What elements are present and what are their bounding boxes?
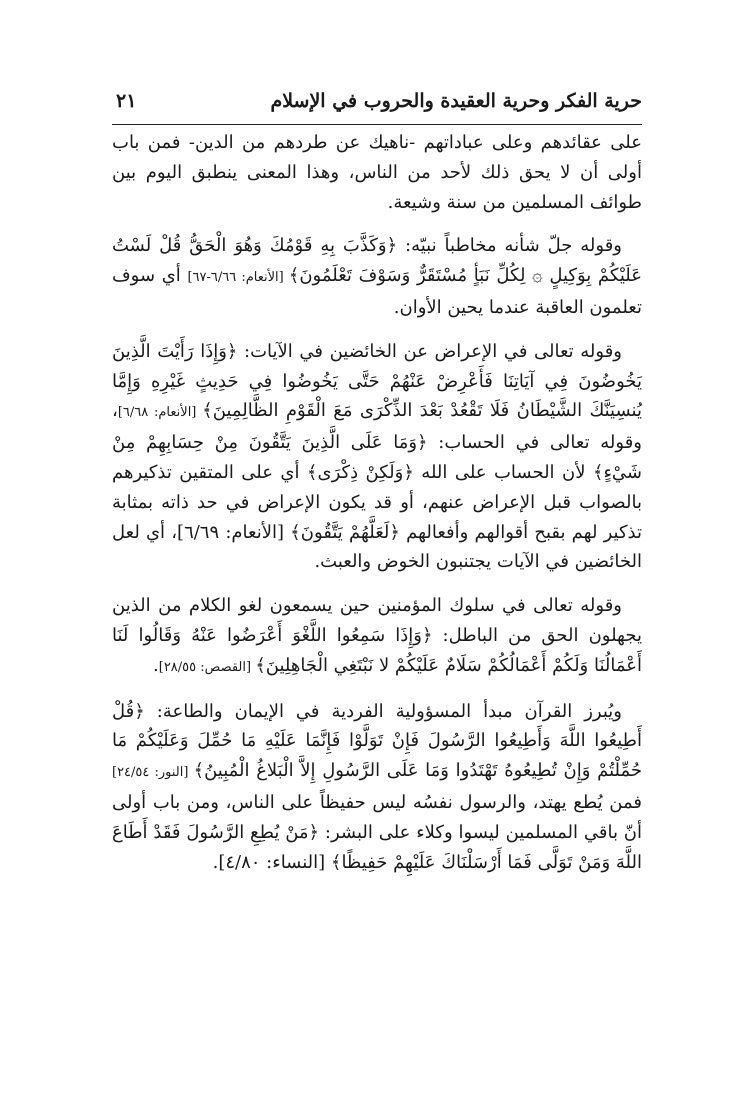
header-title: حرية الفكر وحرية العقيدة والحروب في الإسلام: [270, 90, 642, 112]
page-number: ٢١: [116, 90, 137, 112]
paragraph-text: وقوله تعالى في سلوك المؤمنين حين يسمعون لغو الكلام من الذين يجهلون الحق من الباطل:: [112, 595, 642, 646]
quran-verse: ﴿وَإِذَا رَأَيْتَ الَّذِينَ يَخُوضُونَ فِي آيَاتِنَا فَأَعْرِضْ عَنْهُمْ حَتَّى يَخُوضُوا فِي حَدِيثٍ غَيْرِهِ وَإِمَّا يُنسِيَنَّكَ الشَّيْطَانُ فَلَا تَقْعُدْ بَعْدَ الذِّكْرَى مَعَ الْقَوْمِ الظَّالِمِينَ﴾: [112, 340, 642, 422]
paragraph-text: على عقائدهم وعلى عباداتهم -ناهيك عن طردهم من الدين- فمن باب أولى أن لا يحق ذلك لأحد من الناس، وهذا المعنى ينطبق اليوم بين طوائف المسلمين من سنة وشيعة.: [112, 132, 642, 213]
header-divider: [112, 124, 642, 125]
page-body: [112, 128, 642, 877]
paragraph-text: ويُبرز القرآن مبدأ المسؤولية الفردية في الإيمان والطاعة:: [144, 700, 622, 722]
paragraph-2: [112, 231, 642, 322]
verse-reference: [القصص: ٢٨/٥٥]: [158, 659, 256, 675]
quran-verse: ﴿قُلْ أَطِيعُوا اللَّهَ وَأَطِيعُوا الرَّسُولَ فَإِنْ تَوَلَّوْا فَإِنَّمَا عَلَيْهِ مَا حُمِّلَ وَعَلَيْكُمْ مَا حُمِّلْتُمْ وَإِنْ تُطِيعُوهُ تَهْتَدُوا وَمَا عَلَى الرَّسُولِ إِلاَّ الْبَلاغُ الْمُبِينُ﴾: [112, 700, 642, 782]
quran-verse: ﴿وَكَذَّبَ بِهِ قَوْمُكَ وَهُوَ الْحَقُّ قُلْ لَسْتُ عَلَيْكُمْ بِوَكِيلٍ ۞ لِكُلِّ نَبَأٍ مُسْتَقَرٌّ وَسَوْفَ تَعْلَمُونَ﴾: [112, 235, 642, 287]
paragraph-gap: [112, 683, 642, 697]
verse-reference: [الأنعام: ٦/٦٨]: [117, 405, 203, 421]
paragraph-text: وقوله تعالى في الإعراض عن الخائضين في الآيات:: [237, 340, 622, 362]
verse-reference: [النور: ٢٤/٥٤]: [112, 765, 194, 781]
paragraph-text: وقوله جلّ شأنه مخاطباً نبيّه:: [397, 235, 622, 257]
quran-verse: ﴿وَإِذَا سَمِعُوا اللَّغْوَ أَعْرَضُوا عَنْهُ وَقَالُوا لَنَا أَعْمَالُنَا وَلَكُمْ أَعْمَالُكُمْ سَلَامٌ عَلَيْكُمْ لا نَبْتَغِي الْجَاهِلِينَ﴾: [112, 624, 642, 676]
verse-reference: [الأنعام: ٦/٦٦-٦٧]: [187, 270, 289, 286]
running-header: [112, 86, 642, 126]
paragraph-gap: [112, 323, 642, 337]
paragraph-text: أي سوف تعلمون العاقبة عندما يحين الأوان.: [112, 265, 642, 318]
paragraph-text: .: [153, 654, 159, 676]
paragraph-4: [112, 591, 642, 682]
paragraph-5: [112, 697, 642, 878]
paragraph-text: ، وقوله تعالى في الحساب: ﴿وَمَا عَلَى الَّذِينَ يَتَّقُونَ مِنْ حِسَابِهِمْ مِنْ شَيْءٍ﴾ لأن الحساب على الله ﴿وَلَكِنْ ذِكْرَى﴾ أي على المتقين تذكيرهم بالصواب قبل الإعراض عنهم، أو قد يكون الإعراض في حد ذاته بمثابة تذكير لهم بقبح أقوالهم وأفعالهم ﴿لَعَلَّهُمْ يَتَّقُونَ﴾ [الأنعام: ٦/٦٩]، أي لعل الخائضين في الآيات يجتنبون الخوض والعبث.: [112, 400, 642, 573]
paragraph-gap: [112, 577, 642, 591]
paragraph-gap: [112, 217, 642, 231]
paragraph-text: فمن يُطع يهتد، والرسول نفسُه ليس حفيظاً على الناس، ومن باب أولى أنّ باقي المسلمين ليسوا وكلاء على البشر: ﴿مَنْ يُطِعِ الرَّسُولَ فَقَدْ أَطَاعَ اللَّهَ وَمَنْ تَوَلَّى فَمَا أَرْسَلْنَاكَ عَلَيْهِمْ حَفِيظًا﴾ [النساء: ٤/٨٠].: [112, 791, 642, 873]
paragraph-1: [112, 128, 642, 217]
paragraph-3: [112, 337, 642, 577]
